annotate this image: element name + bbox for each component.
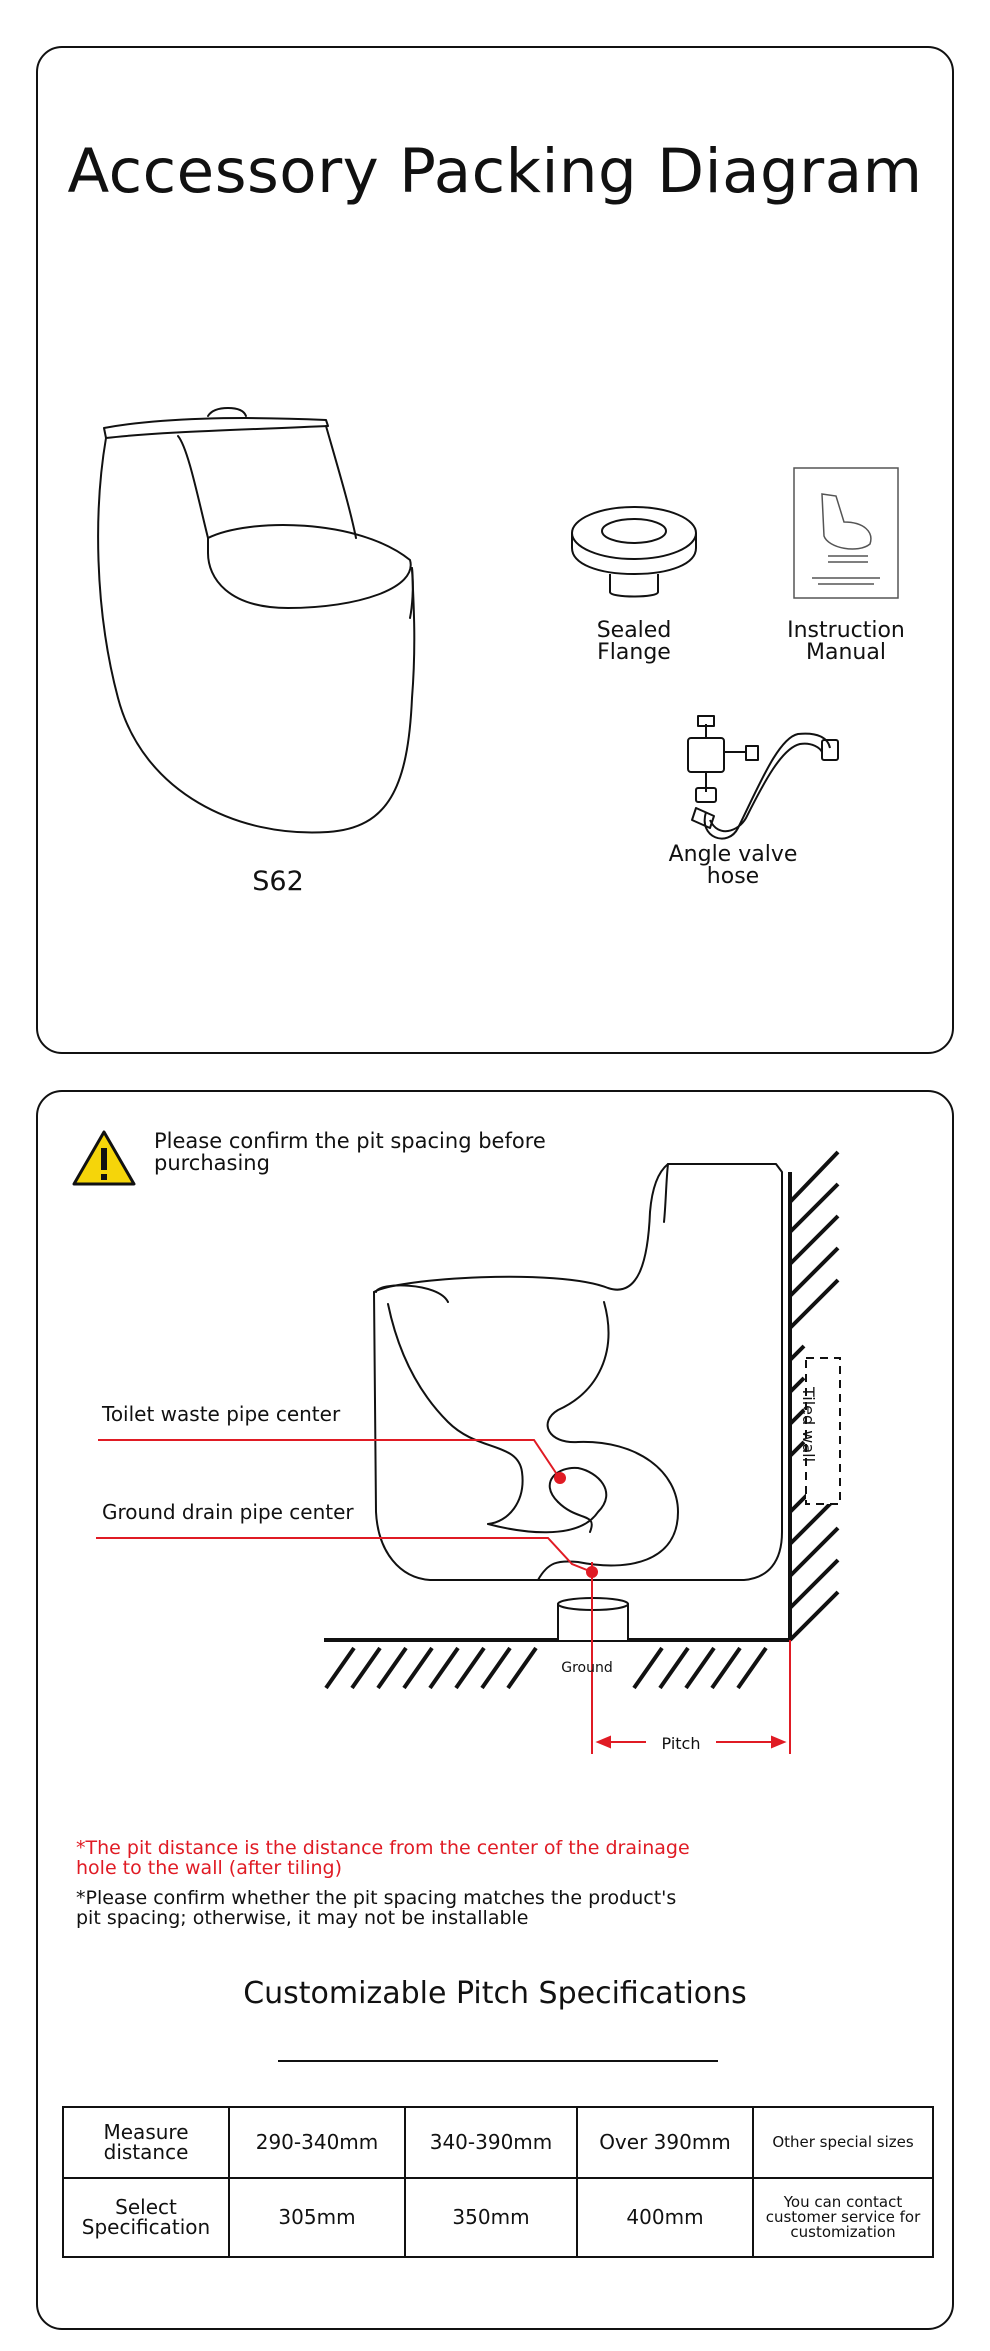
table-cell: 400mm <box>577 2178 753 2257</box>
table-cell: Select Specification <box>63 2178 229 2257</box>
pit-distance-note: *The pit distance is the distance from the center of the drainage hole to the wall (after tiling) <box>76 1837 690 1879</box>
angle-valve-hose-label: Angle valve hose <box>668 842 798 889</box>
model-label: S62 <box>252 866 304 897</box>
table-row <box>63 2178 933 2257</box>
table-cell: 340-390mm <box>405 2107 577 2178</box>
table-cell: 290-340mm <box>229 2107 405 2178</box>
table-cell: Over 390mm <box>577 2107 753 2178</box>
table-row <box>63 2107 933 2178</box>
pitch-label: Pitch <box>661 1734 701 1753</box>
accessory-packing-card <box>36 46 954 1054</box>
spec-title: Customizable Pitch Specifications <box>243 1976 747 2011</box>
table-cell: 305mm <box>229 2178 405 2257</box>
packing-title: Accessory Packing Diagram <box>67 136 923 207</box>
angle-valve-hose-icon <box>38 48 956 1056</box>
table-cell: Other special sizes <box>753 2107 933 2178</box>
drain-pipe-label: Ground drain pipe center <box>102 1500 354 1524</box>
spec-divider <box>278 2060 718 2062</box>
waste-pipe-label: Toilet waste pipe center <box>102 1402 341 1426</box>
pit-confirm-note: *Please confirm whether the pit spacing matches the product's pit spacing; otherwise, it may not be installable <box>76 1887 677 1929</box>
table-cell: 350mm <box>405 2178 577 2257</box>
table-cell: You can contact customer service for customization <box>753 2178 933 2257</box>
pit-warning-text: Please confirm the pit spacing before purchasing <box>154 1129 546 1175</box>
pit-spacing-card <box>36 1090 954 2330</box>
instruction-manual-label: Instruction Manual <box>787 618 905 665</box>
sealed-flange-label: Sealed Flange <box>596 618 672 665</box>
pitch-spec-table <box>62 2106 934 2258</box>
table-cell: Measure distance <box>63 2107 229 2178</box>
tiled-wall-label: Tiled wall <box>799 1387 818 1463</box>
ground-label: Ground <box>561 1660 613 1676</box>
